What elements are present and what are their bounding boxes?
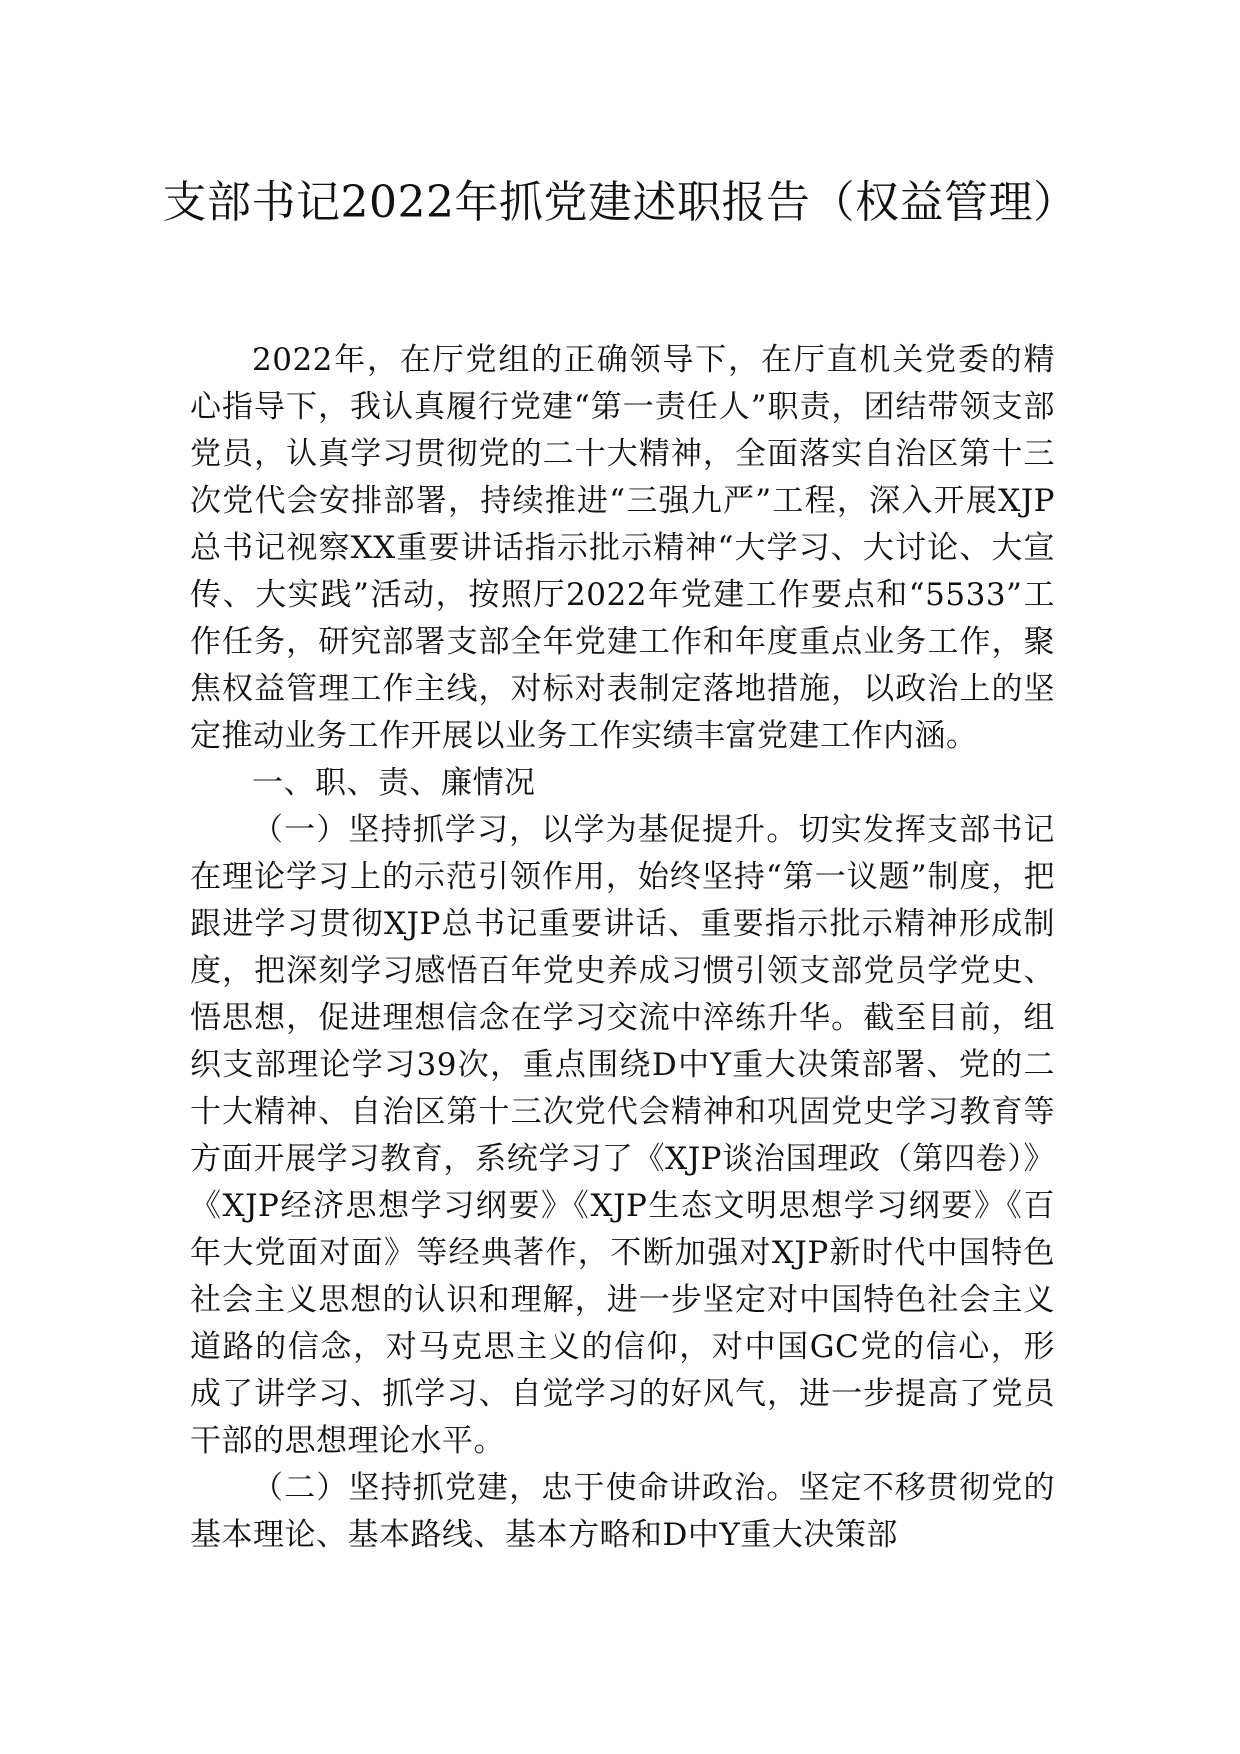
document-title: 支部书记2022年抓党建述职报告（权益管理）: [162, 177, 1078, 228]
study-paragraph: （一）坚持抓学习，以学为基促提升。切实发挥支部书记在理论学习上的示范引领作用，始终坚持“第一议题”制度，把跟进学习贯彻XJP总书记重要讲话、重要指示批示精神形成制度，把深刻学习感悟百年党史养成习惯引领支部党员学党史、悟思想，促进理想信念在学习交流中淬练升华。截至目前，组织支部理论学习39次，重点围绕D中Y重大决策部署、党的二十大精神、自治区第十三次党代会精神和巩固党史学习教育等方面开展学习教育，系统学习了《XJP谈治国理政（第四卷）》《XJP经济思想学习纲要》《XJP生态文明思想学习纲要》《百年大党面对面》等经典著作，不断加强对XJP新时代中国特色社会主义思想的认识和理解，进一步坚定对中国特色社会主义道路的信念，对马克思主义的信仰，对中国GC党的信心，形成了讲学习、抓学习、自觉学习的好风气，进一步提高了党员干部的思想理论水平。: [190, 812, 1055, 1459]
section-heading: 一、职、责、廉情况: [252, 765, 536, 801]
document-body: [190, 337, 1055, 1559]
party-building-paragraph: （二）坚持抓党建，忠于使命讲政治。坚定不移贯彻党的基本理论、基本路线、基本方略和D中Y重大决策部: [190, 1470, 1055, 1553]
intro-paragraph: 2022年，在厅党组的正确领导下，在厅直机关党委的精心指导下，我认真履行党建“第一责任人”职责，团结带领支部党员，认真学习贯彻党的二十大精神，全面落实自治区第十三次党代会安排部署，持续推进“三强九严”工程，深入开展XJP总书记视察XX重要讲话指示批示精神“大学习、大讨论、大宣传、大实践”活动，按照厅2022年党建工作要点和“5533”工作任务，研究部署支部全年党建工作和年度重点业务工作，聚焦权益管理工作主线，对标对表制定落地措施，以政治上的坚定推动业务工作开展以业务工作实绩丰富党建工作内涵。: [190, 342, 1055, 754]
